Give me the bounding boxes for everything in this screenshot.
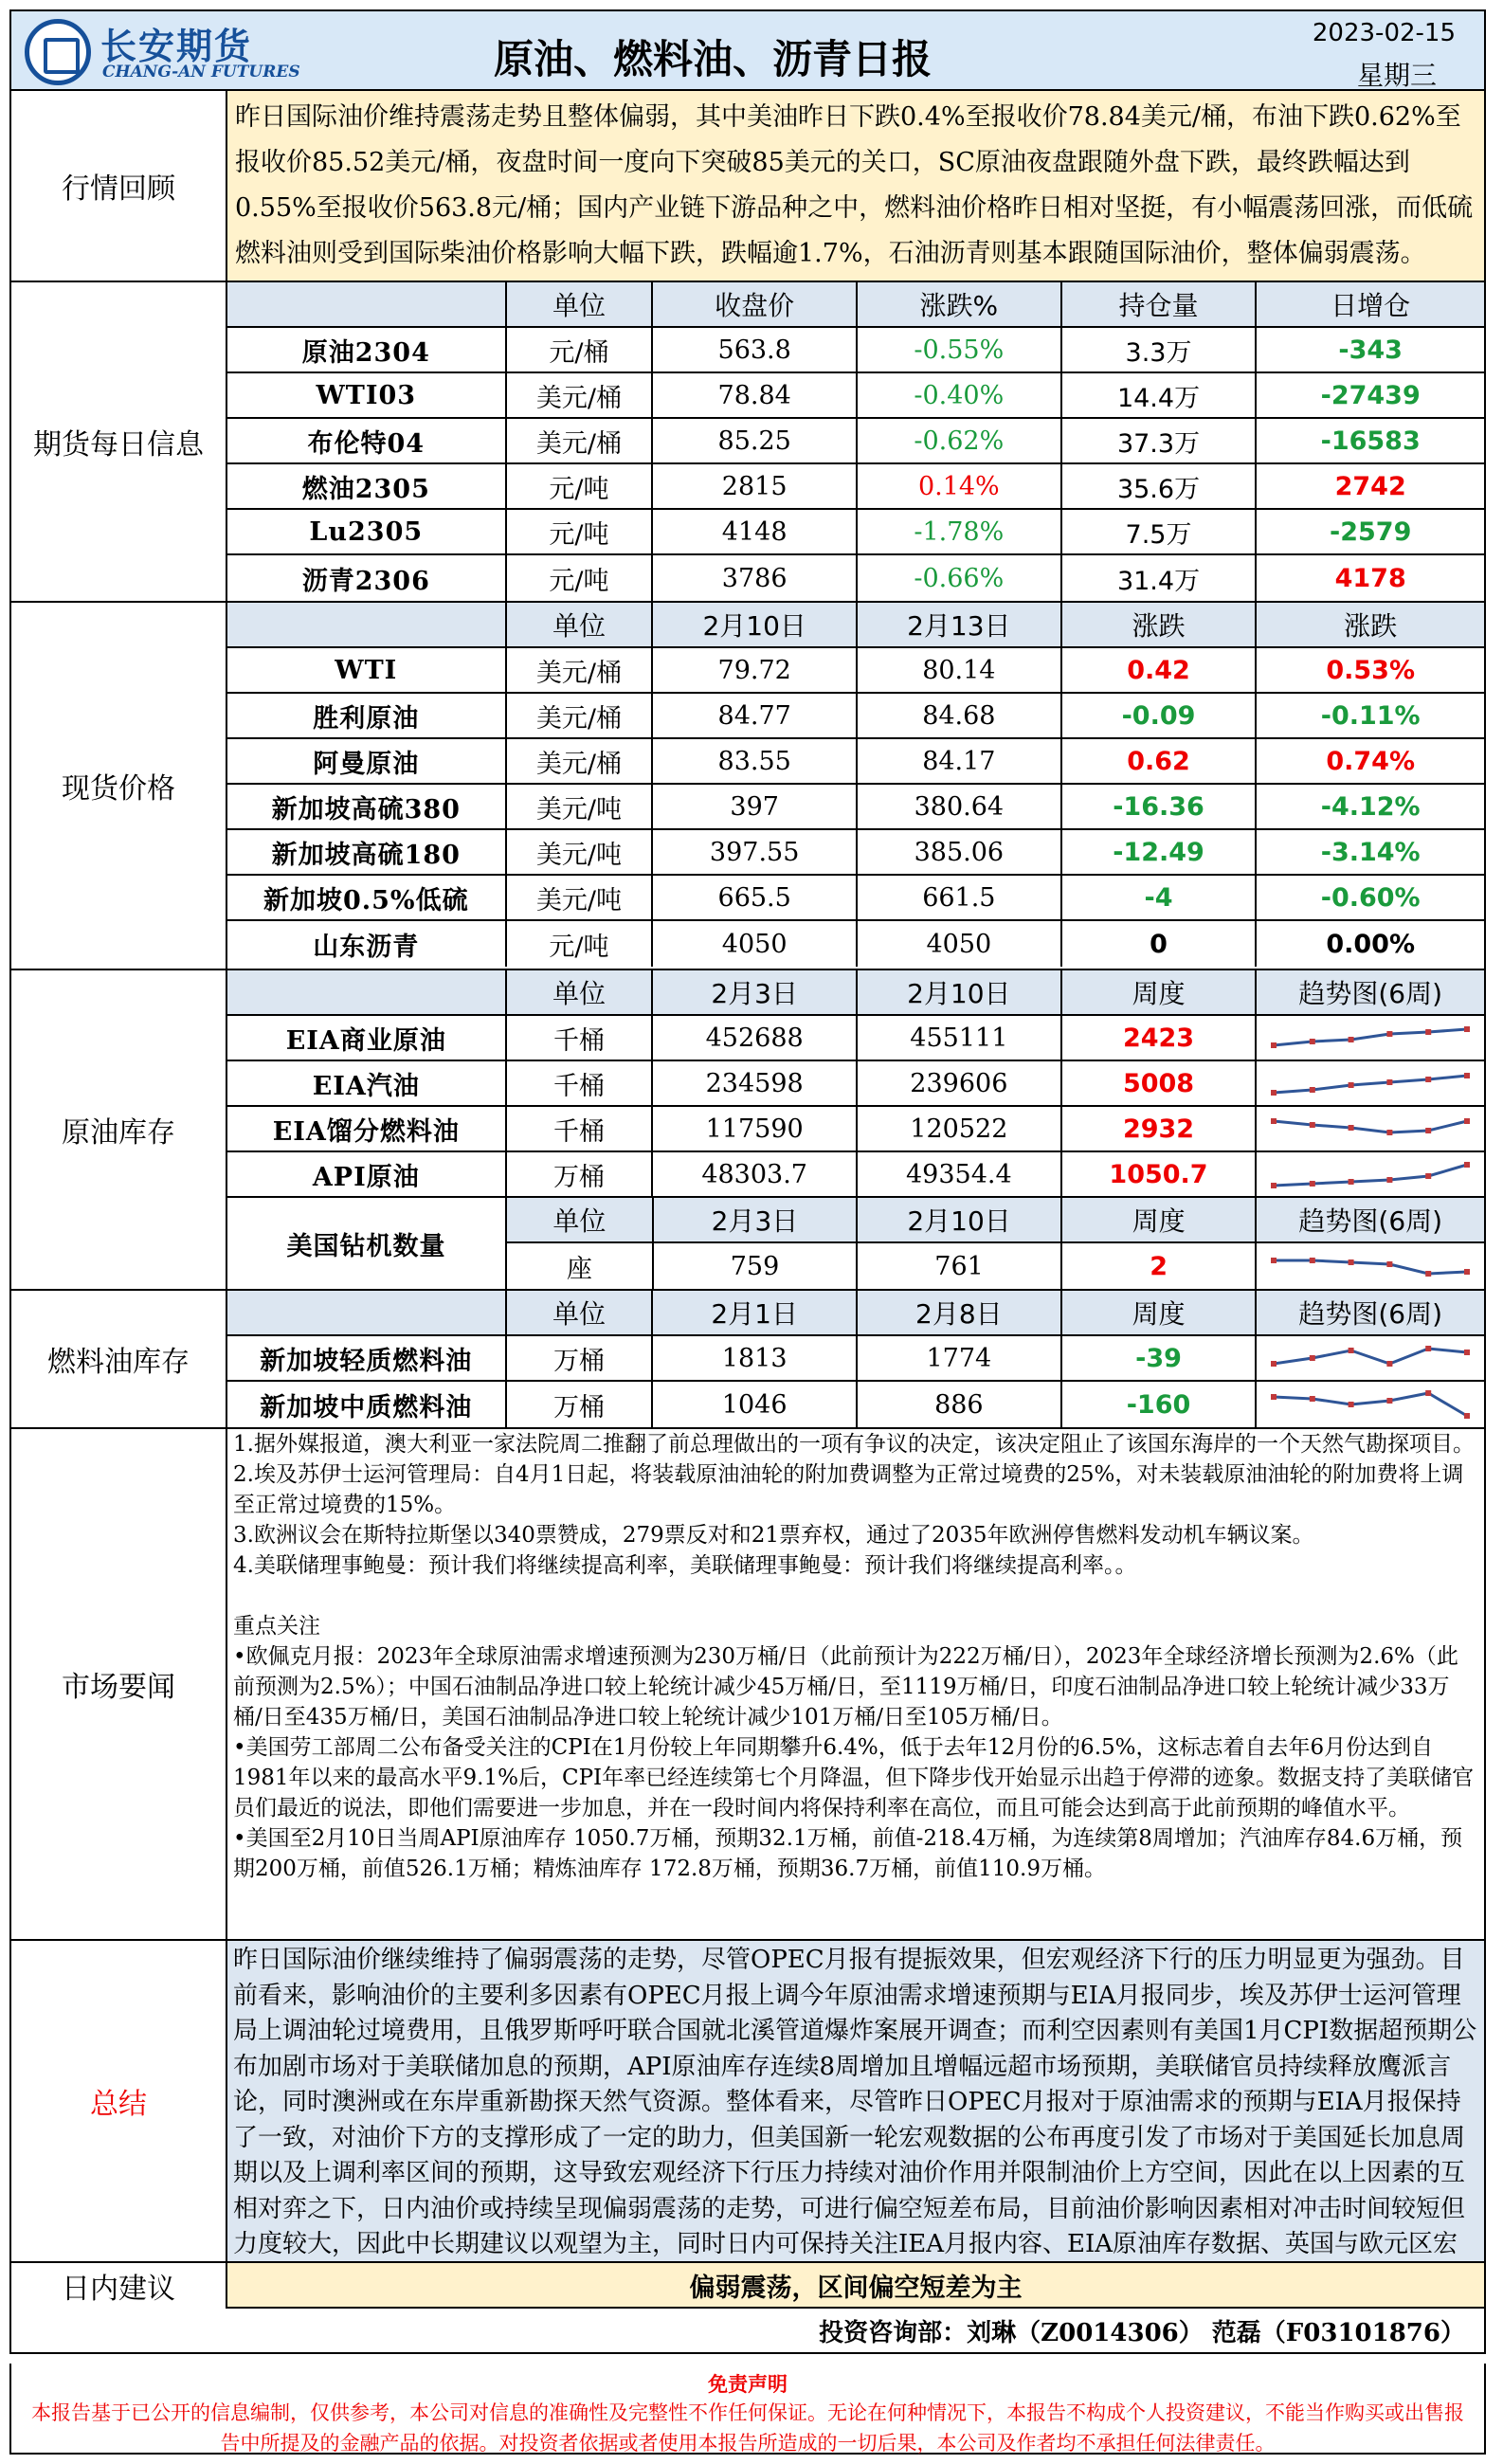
- change-percent: -3.14%: [1320, 837, 1421, 867]
- change: 0.62: [1062, 739, 1258, 783]
- column-header: 2月8日: [858, 1291, 1062, 1334]
- trend-marker: [1349, 1082, 1354, 1088]
- column-header: 涨跌%: [858, 282, 1062, 326]
- column-header: 单位: [507, 970, 654, 1014]
- close-price: 2815: [653, 464, 858, 508]
- change: 0: [1062, 921, 1258, 967]
- fuel-row: [227, 1336, 1484, 1382]
- unit: 千桶: [507, 1107, 654, 1150]
- spot-row: [227, 739, 1484, 785]
- trend-chart: [1257, 1382, 1484, 1427]
- trend-marker: [1310, 1087, 1315, 1093]
- spot-row: [227, 921, 1484, 967]
- news-item: 2.埃及苏伊士运河管理局：自4月1日起，将装载原油油轮的附加费调整为正常过境费的25%，对未装载原油油轮的附加费将上调至正常过境费的15%。: [233, 1462, 1464, 1517]
- news-section: [9, 1429, 1486, 1941]
- disclaimer-title: 免责声明: [708, 2372, 788, 2396]
- futures-row: [227, 510, 1484, 555]
- trend-marker: [1349, 1348, 1354, 1353]
- inventory-curr: 49354.4: [858, 1152, 1062, 1196]
- spot-name: WTI: [227, 648, 507, 692]
- summary-label: 总结: [11, 1941, 227, 2261]
- spot-name: 新加坡高硫180: [227, 830, 507, 874]
- crude-inventory-table: [227, 970, 1484, 1289]
- trend-sparkline-icon: [1266, 1066, 1475, 1100]
- futures-row: [227, 419, 1484, 464]
- column-header: 周度: [1062, 1291, 1258, 1334]
- trend-marker: [1425, 1271, 1431, 1277]
- trend-marker: [1310, 1396, 1315, 1402]
- daily-oi-change: 4178: [1334, 563, 1406, 593]
- weekly-change: 1050.7: [1062, 1152, 1258, 1196]
- advice-section: [9, 2263, 1486, 2354]
- unit: 美元/吨: [507, 785, 654, 828]
- price-prev: 397.55: [653, 830, 858, 874]
- trend-marker: [1387, 1130, 1393, 1135]
- weekly-change: -160: [1062, 1382, 1258, 1427]
- instrument-name: 原油2304: [227, 328, 507, 371]
- price-prev: 397: [653, 785, 858, 828]
- news-item: 4.美联储理事鲍曼：预计我们将继续提高利率，美联储理事鲍曼：预计我们将继续提高利率。。: [233, 1553, 1137, 1578]
- column-header: [227, 603, 507, 646]
- unit: 千桶: [507, 1016, 654, 1060]
- inventory-curr: 455111: [858, 1016, 1062, 1060]
- trend-chart: [1257, 1107, 1484, 1150]
- change: -4: [1062, 876, 1258, 919]
- weekly-change: 2: [1062, 1243, 1258, 1289]
- price-prev: 4050: [653, 921, 858, 967]
- change-percent: -0.40%: [858, 373, 1062, 417]
- fuel-row: [227, 1382, 1484, 1427]
- review-text: 昨日国际油价维持震荡走势且整体偏弱，其中美油昨日下跌0.4%至报收价78.84美元/桶，布油下跌0.62%至报收价85.52美元/桶，夜盘时间一度向下突破85美元的关口，SC原油夜盘跟随外盘下跌，最终跌幅达到0.55%至报收价563.8元/桶；国内产业链下游品种之中，燃料油价格昨日相对坚挺，有小幅震荡回涨，而低硫燃料油则受到国际柴油价格影响大幅下跌，跌幅逾1.7%，石油沥青则基本跟随国际油价，整体偏弱震荡。: [227, 91, 1484, 281]
- spot-row: [227, 876, 1484, 921]
- open-interest: 35.6万: [1062, 464, 1258, 508]
- summary-text: 昨日国际油价继续维持了偏弱震荡的走势，尽管OPEC月报有提振效果，但宏观经济下行的压力明显更为强劲。目前看来，影响油价的主要利多因素有OPEC月报上调今年原油需求增速预期与EIA月报同步，埃及苏伊士运河管理局上调油轮过境费用，且俄罗斯呼吁联合国就北溪管道爆炸案展开调查；而利空因素则有美国1月CPI数据超预期公布加剧市场对于美联储加息的预期，API原油库存连续8周增加且增幅远超市场预期，美联储官员持续释放鹰派言论，同时澳洲或在东岸重新勘探天然气资源。整体看来，尽管昨日OPEC月报对于原油需求的预期与EIA月报保持了一致，对油价下方的支撑形成了一定的助力，但美国新一轮宏观数据的公布再度引发了市场对于美国延长加息周期以及上调利率区间的预期，这导致宏观经济下行压力持续对油价作用并限制油价上方空间，因此在以上因素的互相对弈之下，日内油价或持续呈现偏弱震荡的走势，可进行偏空短差布局，目前油价影响因素相对冲击时间较短但力度较大，因此中长期建议以观望为主，同时日内可保持关注IEA月报内容、EIA原油库存数据、英国与欧元区宏: [227, 1941, 1484, 2261]
- crude-row: [227, 1152, 1484, 1198]
- inventory-prev: 1813: [653, 1336, 858, 1380]
- change-percent: -0.11%: [1320, 700, 1421, 731]
- weekly-change: 2932: [1062, 1107, 1258, 1150]
- trend-marker: [1387, 1031, 1393, 1037]
- trend-marker: [1464, 1118, 1470, 1124]
- column-header: 2月3日: [654, 1198, 859, 1241]
- trend-marker: [1387, 1079, 1393, 1085]
- change: -16.36: [1062, 785, 1258, 828]
- trend-marker: [1464, 1026, 1470, 1032]
- report-weekday: 星期三: [1356, 60, 1437, 91]
- daily-oi-change: -16583: [1320, 426, 1421, 456]
- unit: 美元/桶: [507, 373, 654, 417]
- spot-name: 阿曼原油: [227, 739, 507, 783]
- rig-prev: 759: [654, 1243, 859, 1289]
- close-price: 563.8: [653, 328, 858, 371]
- unit: 座: [507, 1243, 654, 1289]
- rig-count-name: 美国钻机数量: [227, 1198, 507, 1289]
- trend-marker: [1387, 1398, 1393, 1404]
- crude-row: [227, 1061, 1484, 1107]
- change: 0.42: [1062, 648, 1258, 692]
- trend-marker: [1425, 1077, 1431, 1082]
- unit: 元/吨: [507, 921, 654, 967]
- change-percent: -0.62%: [858, 419, 1062, 462]
- unit: 元/吨: [507, 464, 654, 508]
- trend-sparkline-icon: [1266, 1249, 1475, 1283]
- price-prev: 84.77: [653, 694, 858, 737]
- column-header: 单位: [507, 1291, 654, 1334]
- futures-row: [227, 464, 1484, 510]
- unit: 元/吨: [507, 510, 654, 553]
- futures-section: [9, 282, 1486, 603]
- column-header: 涨跌: [1062, 603, 1258, 646]
- advice-label: 日内建议: [11, 2263, 227, 2309]
- column-header: [227, 970, 507, 1014]
- trend-marker: [1425, 1346, 1431, 1351]
- rig-header-row: [507, 1198, 1484, 1243]
- logo-en-text: CHANG-AN FUTURES: [102, 63, 300, 82]
- trend-marker: [1271, 1361, 1277, 1367]
- news-label: 市场要闻: [11, 1429, 227, 1939]
- fuel-inventory-section: [9, 1291, 1486, 1429]
- news-item: 3.欧洲议会在斯特拉斯堡以340票赞成，279票反对和21票弃权，通过了2035年欧洲停售燃料发动机车辆议案。: [233, 1523, 1314, 1548]
- price-curr: 661.5: [858, 876, 1062, 919]
- trend-chart: [1257, 1152, 1484, 1196]
- change-percent: -0.55%: [858, 328, 1062, 371]
- inventory-name: 新加坡轻质燃料油: [227, 1336, 507, 1380]
- news-content: [227, 1429, 1484, 1939]
- instrument-name: 布伦特04: [227, 419, 507, 462]
- trend-chart: [1257, 1336, 1484, 1380]
- trend-marker: [1310, 1355, 1315, 1361]
- spot-table: [227, 603, 1484, 967]
- price-curr: 4050: [858, 921, 1062, 967]
- company-logo-icon: [25, 19, 91, 85]
- spot-name: 山东沥青: [227, 921, 507, 967]
- daily-oi-change: -2579: [1330, 516, 1412, 547]
- trend-sparkline-icon: [1266, 1387, 1475, 1422]
- futures-table: [227, 282, 1484, 601]
- futures-row: [227, 328, 1484, 373]
- open-interest: 14.4万: [1062, 373, 1258, 417]
- unit: 元/吨: [507, 555, 654, 601]
- rig-count-block: [227, 1198, 1484, 1289]
- change-percent: 0.74%: [1326, 746, 1416, 776]
- trend-marker: [1425, 1128, 1431, 1133]
- change-percent: -4.12%: [1320, 791, 1421, 822]
- change-percent: 0.14%: [858, 464, 1062, 508]
- inventory-curr: 886: [858, 1382, 1062, 1427]
- open-interest: 31.4万: [1062, 555, 1258, 601]
- price-prev: 83.55: [653, 739, 858, 783]
- summary-section: [9, 1941, 1486, 2263]
- column-header: 单位: [507, 282, 654, 326]
- unit: 万桶: [507, 1382, 654, 1427]
- column-header: 日增仓: [1257, 282, 1484, 326]
- price-curr: 385.06: [858, 830, 1062, 874]
- weekly-change: 2423: [1062, 1016, 1258, 1060]
- trend-marker: [1271, 1394, 1277, 1400]
- trend-chart: [1257, 1016, 1484, 1060]
- inventory-name: 新加坡中质燃料油: [227, 1382, 507, 1427]
- inventory-name: EIA商业原油: [227, 1016, 507, 1060]
- spot-section: [9, 603, 1486, 970]
- trend-marker: [1464, 1162, 1470, 1168]
- unit: 元/桶: [507, 328, 654, 371]
- instrument-name: 沥青2306: [227, 555, 507, 601]
- column-header: 持仓量: [1062, 282, 1258, 326]
- price-curr: 84.17: [858, 739, 1062, 783]
- column-header: 趋势图(6周): [1257, 1198, 1484, 1241]
- open-interest: 7.5万: [1062, 510, 1258, 553]
- column-header: 2月10日: [858, 970, 1062, 1014]
- column-header: 单位: [507, 603, 654, 646]
- spot-name: 新加坡0.5%低硫: [227, 876, 507, 919]
- price-curr: 80.14: [858, 648, 1062, 692]
- weekly-change: 5008: [1062, 1061, 1258, 1105]
- trend-marker: [1349, 1402, 1354, 1407]
- advisor-text: 投资咨询部：刘琳（Z0014306） 范磊（F03101876）: [819, 2318, 1465, 2347]
- unit: 万桶: [507, 1152, 654, 1196]
- inventory-prev: 48303.7: [653, 1152, 858, 1196]
- trend-sparkline-icon: [1266, 1341, 1475, 1375]
- trend-marker: [1387, 1261, 1393, 1267]
- inventory-curr: 120522: [858, 1107, 1062, 1150]
- futures-row: [227, 555, 1484, 601]
- unit: 美元/桶: [507, 694, 654, 737]
- price-prev: 79.72: [653, 648, 858, 692]
- crude-header-row: [227, 970, 1484, 1016]
- price-prev: 665.5: [653, 876, 858, 919]
- daily-oi-change: -343: [1338, 335, 1403, 365]
- trend-marker: [1310, 1258, 1315, 1263]
- futures-header-row: [227, 282, 1484, 328]
- news-item: •美国至2月10日当周API原油库存 1050.7万桶，预期32.1万桶，前值-218.4万桶，为连续第8周增加；汽油库存84.6万桶，预期200万桶，前值526.1万桶；精炼油库存 172.8万桶，预期36.7万桶，前值110.9万桶。: [233, 1826, 1463, 1881]
- unit: 美元/桶: [507, 739, 654, 783]
- instrument-name: WTI03: [227, 373, 507, 417]
- news-item: [233, 1581, 1478, 1611]
- spot-row: [227, 694, 1484, 739]
- trend-marker: [1464, 1413, 1470, 1419]
- open-interest: 3.3万: [1062, 328, 1258, 371]
- trend-marker: [1349, 1179, 1354, 1185]
- inventory-curr: 1774: [858, 1336, 1062, 1380]
- change-percent: -0.66%: [858, 555, 1062, 601]
- report-header: [9, 9, 1486, 91]
- inventory-name: EIA汽油: [227, 1061, 507, 1105]
- unit: 千桶: [507, 1061, 654, 1105]
- spot-name: 胜利原油: [227, 694, 507, 737]
- price-curr: 84.68: [858, 694, 1062, 737]
- close-price: 85.25: [653, 419, 858, 462]
- weekly-change: -39: [1062, 1336, 1258, 1380]
- trend-marker: [1271, 1183, 1277, 1188]
- close-price: 78.84: [653, 373, 858, 417]
- news-item: •欧佩克月报：2023年全球原油需求增速预测为230万桶/日（此前预计为222万桶/日），2023年全球经济增长预测为2.6%（此前预测为2.5%）；中国石油制品净进口较上轮统计减少45万桶/日，至1119万桶/日，印度石油制品净进口较上轮统计减少33万桶/日至435万桶/日，美国石油制品净进口较上轮统计减少101万桶/日至105万桶/日。: [233, 1644, 1458, 1730]
- spot-row: [227, 648, 1484, 694]
- spot-header-row: [227, 603, 1484, 648]
- column-header: 2月1日: [653, 1291, 858, 1334]
- trend-marker: [1464, 1269, 1470, 1275]
- unit: 美元/桶: [507, 419, 654, 462]
- trend-marker: [1387, 1361, 1393, 1367]
- report-date: 2023-02-15: [1312, 19, 1456, 47]
- report-title: 原油、燃料油、沥青日报: [493, 36, 932, 82]
- trend-marker: [1387, 1177, 1393, 1183]
- column-header: 涨跌: [1257, 603, 1484, 646]
- instrument-name: 燃油2305: [227, 464, 507, 508]
- inventory-prev: 234598: [653, 1061, 858, 1105]
- trend-sparkline-icon: [1266, 1021, 1475, 1055]
- spot-label: 现货价格: [11, 603, 227, 969]
- inventory-prev: 1046: [653, 1382, 858, 1427]
- change-percent: 0.00%: [1326, 929, 1416, 959]
- trend-marker: [1271, 1090, 1277, 1096]
- news-item: 重点关注: [233, 1614, 320, 1639]
- disclaimer-text: 本报告基于已公开的信息编制，仅供参考，本公司对信息的准确性及完整性不作任何保证。无论在何种情况下，本报告不构成个人投资建议，不能当作购买或出售报告中所提及的金融产品的依据。对投资者依据或者使用本报告所造成的一切后果，本公司及作者均不承担任何法律责任。: [31, 2401, 1464, 2455]
- change: -12.49: [1062, 830, 1258, 874]
- rig-row: [507, 1243, 1484, 1289]
- close-price: 3786: [653, 555, 858, 601]
- inventory-name: API原油: [227, 1152, 507, 1196]
- inventory-name: EIA馏分燃料油: [227, 1107, 507, 1150]
- inventory-prev: 452688: [653, 1016, 858, 1060]
- trend-marker: [1310, 1122, 1315, 1128]
- change-percent: 0.53%: [1326, 655, 1416, 685]
- trend-marker: [1271, 1042, 1277, 1048]
- trend-sparkline-icon: [1266, 1157, 1475, 1191]
- column-header: [227, 282, 507, 326]
- close-price: 4148: [653, 510, 858, 553]
- trend-marker: [1349, 1037, 1354, 1042]
- news-item: 1.据外媒报道，澳大利亚一家法院周二推翻了前总理做出的一项有争议的决定，该决定阻止了该国东海岸的一个天然气勘探项目。: [233, 1432, 1475, 1457]
- column-header: 周度: [1062, 970, 1258, 1014]
- futures-label: 期货每日信息: [11, 282, 227, 601]
- fuel-inventory-table: [227, 1291, 1484, 1427]
- trend-marker: [1425, 1029, 1431, 1035]
- trend-marker: [1349, 1125, 1354, 1131]
- spot-row: [227, 785, 1484, 830]
- change-percent: -0.60%: [1320, 882, 1421, 913]
- disclaimer: [9, 2364, 1486, 2455]
- fuel-inventory-label: 燃料油库存: [11, 1291, 227, 1427]
- news-item: •美国劳工部周二公布备受关注的CPI在1月份较上年同期攀升6.4%，低于去年12月份的6.5%，这标志着自去年6月份达到自1981年以来的最高水平9.1%后，CPI年率已经连续第七个月降温，但下降步伐开始显示出趋于停滞的迹象。数据支持了美联储官员们最近的说法，即他们需要进一步加息，并在一段时间内将保持利率在高位，而且可能会达到高于此前预期的峰值水平。: [233, 1735, 1475, 1821]
- logo-cn-text: 长安期货: [100, 26, 253, 67]
- open-interest: 37.3万: [1062, 419, 1258, 462]
- report-page: [9, 9, 1486, 2455]
- futures-row: [227, 373, 1484, 419]
- column-header: 趋势图(6周): [1257, 970, 1484, 1014]
- price-curr: 380.64: [858, 785, 1062, 828]
- inventory-prev: 117590: [653, 1107, 858, 1150]
- column-header: 周度: [1062, 1198, 1258, 1241]
- trend-sparkline-icon: [1266, 1112, 1475, 1146]
- inventory-curr: 239606: [858, 1061, 1062, 1105]
- crude-row: [227, 1107, 1484, 1152]
- change: -0.09: [1062, 694, 1258, 737]
- instrument-name: Lu2305: [227, 510, 507, 553]
- column-header: 2月10日: [858, 1198, 1062, 1241]
- trend-marker: [1425, 1173, 1431, 1179]
- unit: 美元/吨: [507, 876, 654, 919]
- column-header: 收盘价: [653, 282, 858, 326]
- daily-oi-change: -27439: [1320, 380, 1421, 410]
- trend-marker: [1271, 1118, 1277, 1124]
- column-header: 单位: [507, 1198, 654, 1241]
- review-label: 行情回顾: [11, 91, 227, 281]
- advice-text: 偏弱震荡，区间偏空短差为主: [227, 2263, 1484, 2309]
- column-header: 2月13日: [858, 603, 1062, 646]
- column-header: 趋势图(6周): [1257, 1291, 1484, 1334]
- trend-chart: [1257, 1243, 1484, 1289]
- unit: 万桶: [507, 1336, 654, 1380]
- column-header: [227, 1291, 507, 1334]
- unit: 美元/桶: [507, 648, 654, 692]
- unit: 美元/吨: [507, 830, 654, 874]
- spot-name: 新加坡高硫380: [227, 785, 507, 828]
- trend-marker: [1349, 1259, 1354, 1265]
- trend-marker: [1425, 1390, 1431, 1396]
- crude-inventory-section: [9, 970, 1486, 1291]
- column-header: 2月10日: [653, 603, 858, 646]
- rig-curr: 761: [858, 1243, 1062, 1289]
- column-header: 2月3日: [653, 970, 858, 1014]
- crude-row: [227, 1016, 1484, 1061]
- crude-inventory-label: 原油库存: [11, 970, 227, 1289]
- review-section: [9, 91, 1486, 282]
- trend-marker: [1310, 1039, 1315, 1044]
- trend-marker: [1310, 1181, 1315, 1187]
- daily-oi-change: 2742: [1334, 471, 1406, 501]
- fuel-header-row: [227, 1291, 1484, 1336]
- change-percent: -1.78%: [858, 510, 1062, 553]
- trend-marker: [1464, 1073, 1470, 1078]
- spot-row: [227, 830, 1484, 876]
- trend-marker: [1464, 1350, 1470, 1355]
- trend-chart: [1257, 1061, 1484, 1105]
- trend-marker: [1271, 1258, 1277, 1263]
